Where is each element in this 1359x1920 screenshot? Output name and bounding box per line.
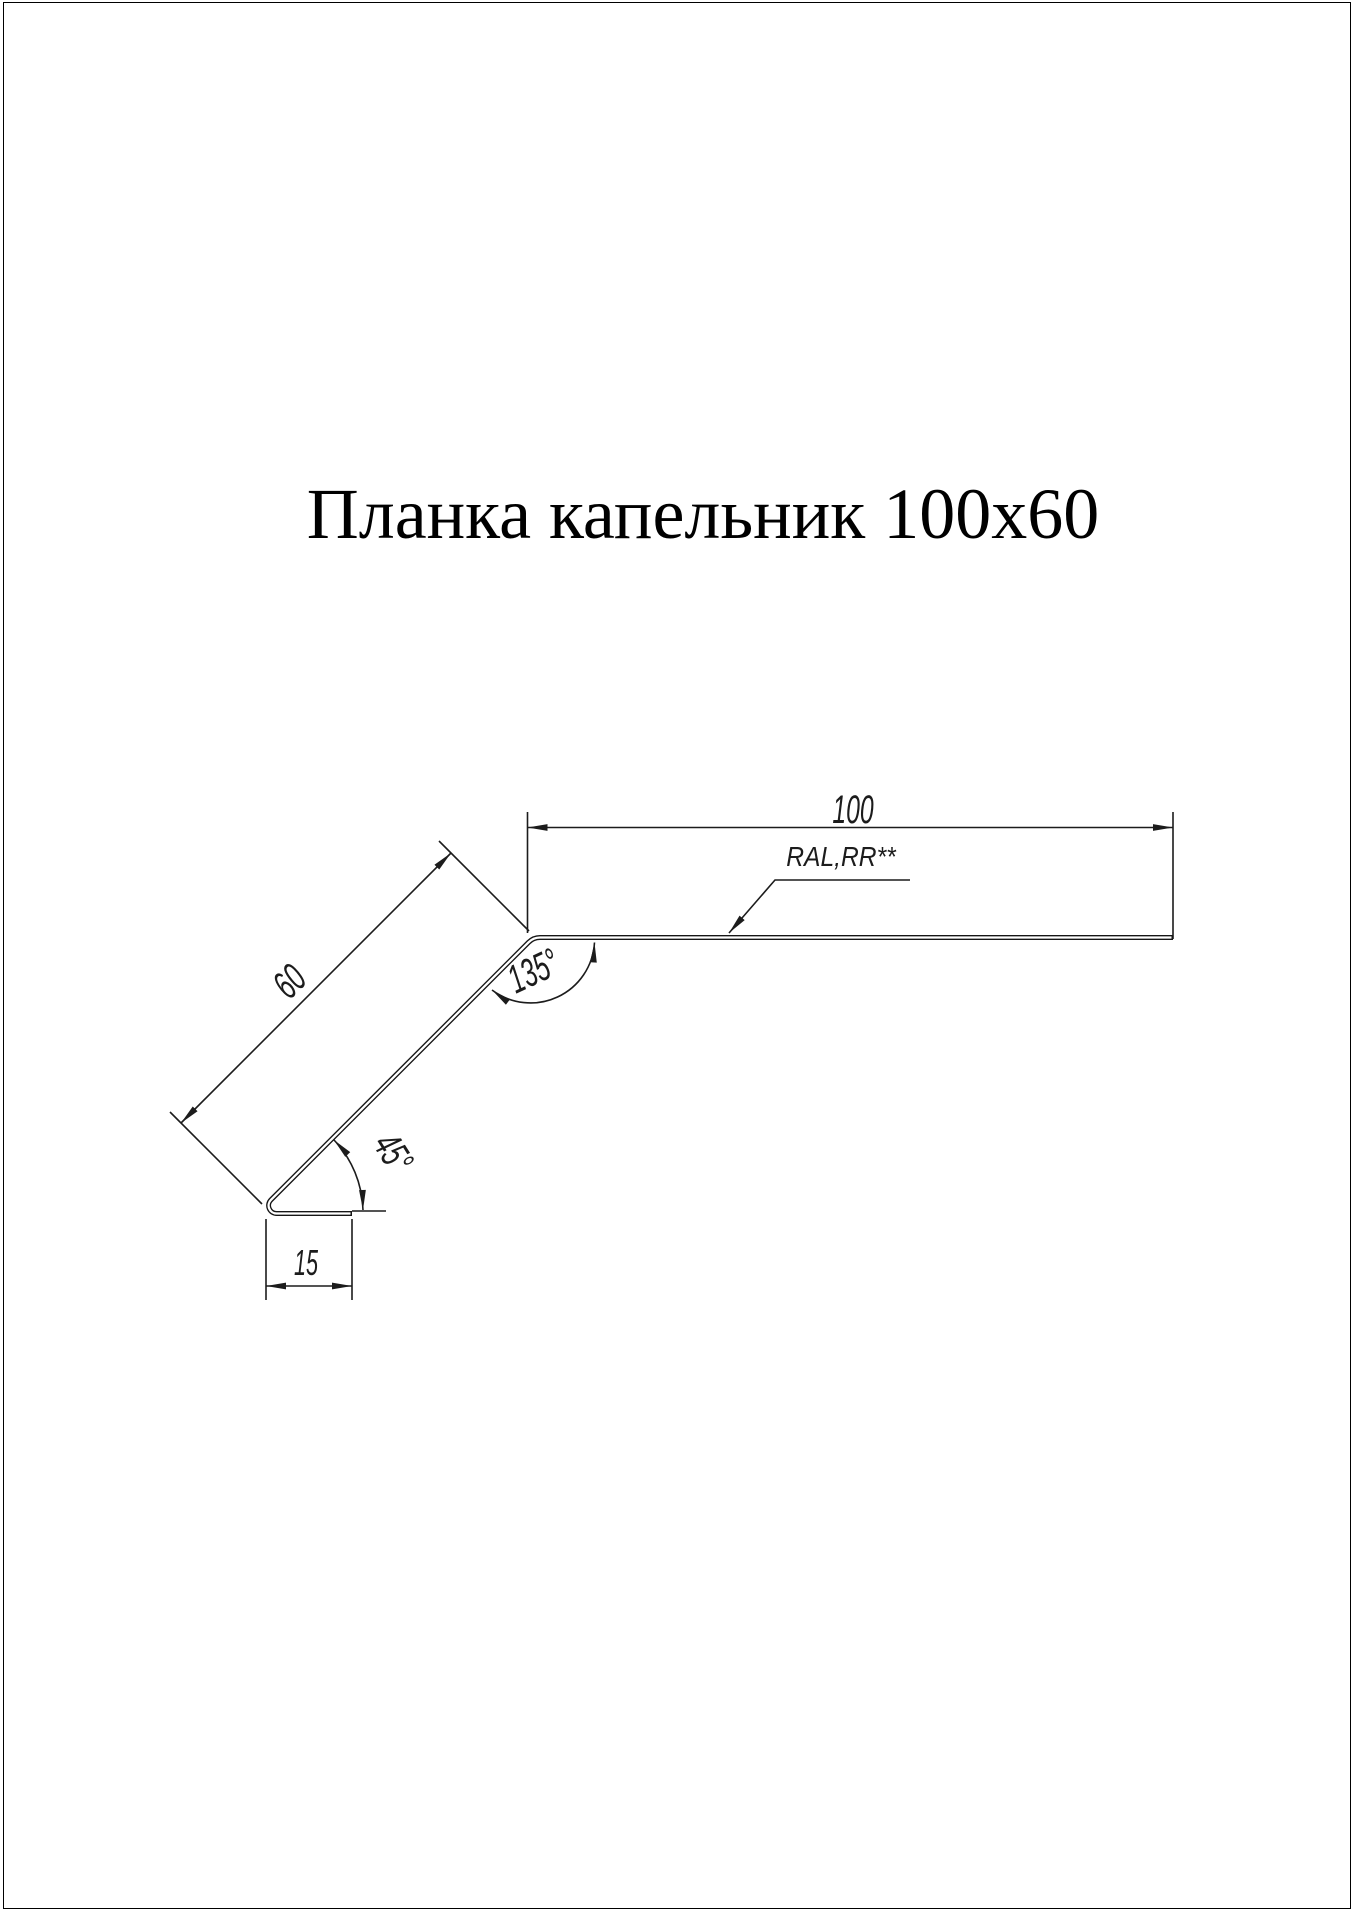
- flashing-profile: [269, 938, 1173, 1214]
- dimension-line-60: [181, 853, 451, 1123]
- dimension-60: [170, 841, 529, 1204]
- angle-arc-45: [334, 1140, 363, 1210]
- extension-line-bottom: [170, 1112, 262, 1204]
- extension-line-top: [439, 841, 529, 931]
- angle-135: [492, 941, 595, 1003]
- dimension-label-100: 100: [832, 788, 874, 833]
- drawing-title: Планка капельник 100х60: [306, 474, 1100, 554]
- dimension-label-15: 15: [293, 1243, 319, 1284]
- angle-label-135: 135°: [501, 940, 567, 1003]
- leader-line: [729, 880, 910, 933]
- profile-core: [269, 938, 1172, 1214]
- coating-callout: [729, 841, 910, 933]
- angle-45: [334, 1126, 421, 1211]
- coating-label: RAL,RR**: [786, 840, 896, 873]
- profile-outline: [269, 938, 1173, 1214]
- dimension-15: [266, 1219, 352, 1300]
- dimension-label-60: 60: [264, 956, 316, 1008]
- angle-label-45: 45°: [363, 1125, 422, 1181]
